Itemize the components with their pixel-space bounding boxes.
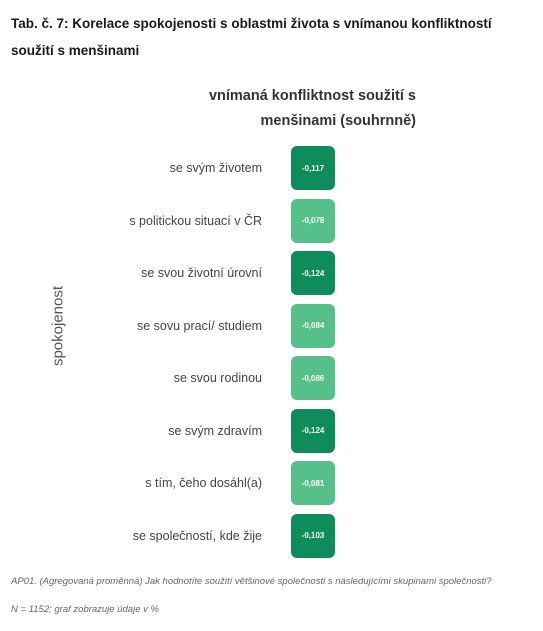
correlation-cell [291,199,335,243]
correlation-value: -0,084 [301,321,325,330]
table-title: Tab. č. 7: Korelace spokojenosti s oblastmi života s vnímanou konfliktností soužití s menšinami [11,16,492,58]
row-label: se svou rodinou [173,371,262,385]
correlation-value: -0,124 [301,426,325,435]
correlation-cell [291,461,335,505]
correlation-value: -0,081 [301,478,325,488]
row-label: se společností, kde žije [132,528,262,543]
row-label: s politickou situací v ČR [129,213,262,228]
row-label: s tím, čeho dosáhl(a) [145,476,262,490]
correlation-value: -0,078 [301,216,325,225]
correlation-cell [291,251,335,295]
correlation-value: -0,086 [301,373,325,383]
correlation-cell [291,146,335,190]
correlation-cell [291,514,335,558]
correlation-value: -0,103 [301,531,325,540]
correlation-value: -0,117 [301,163,325,173]
correlation-cell [291,304,335,348]
row-label: se svým zdravím [168,423,262,438]
correlation-value: -0,124 [301,268,325,278]
correlation-cell [291,409,335,453]
row-label: se svým životem [169,161,262,175]
correlation-cell [291,356,335,400]
footnote-question: AP01. (Agregovaná proměnná) Jak hodnotíte soužití většinové společnosti s následujícími skupinami společnosti? [11,576,492,587]
row-axis-label: spokojenost [49,285,67,367]
row-label: se svou životní úrovní [141,266,262,280]
footnote-sample: N = 1152; graf zobrazuje údaje v % [11,604,159,615]
column-header: vnímaná konfliktnost soužití s menšinami (souhrnně) [208,88,416,129]
row-label: se sovu prací/ studiem [136,318,262,333]
